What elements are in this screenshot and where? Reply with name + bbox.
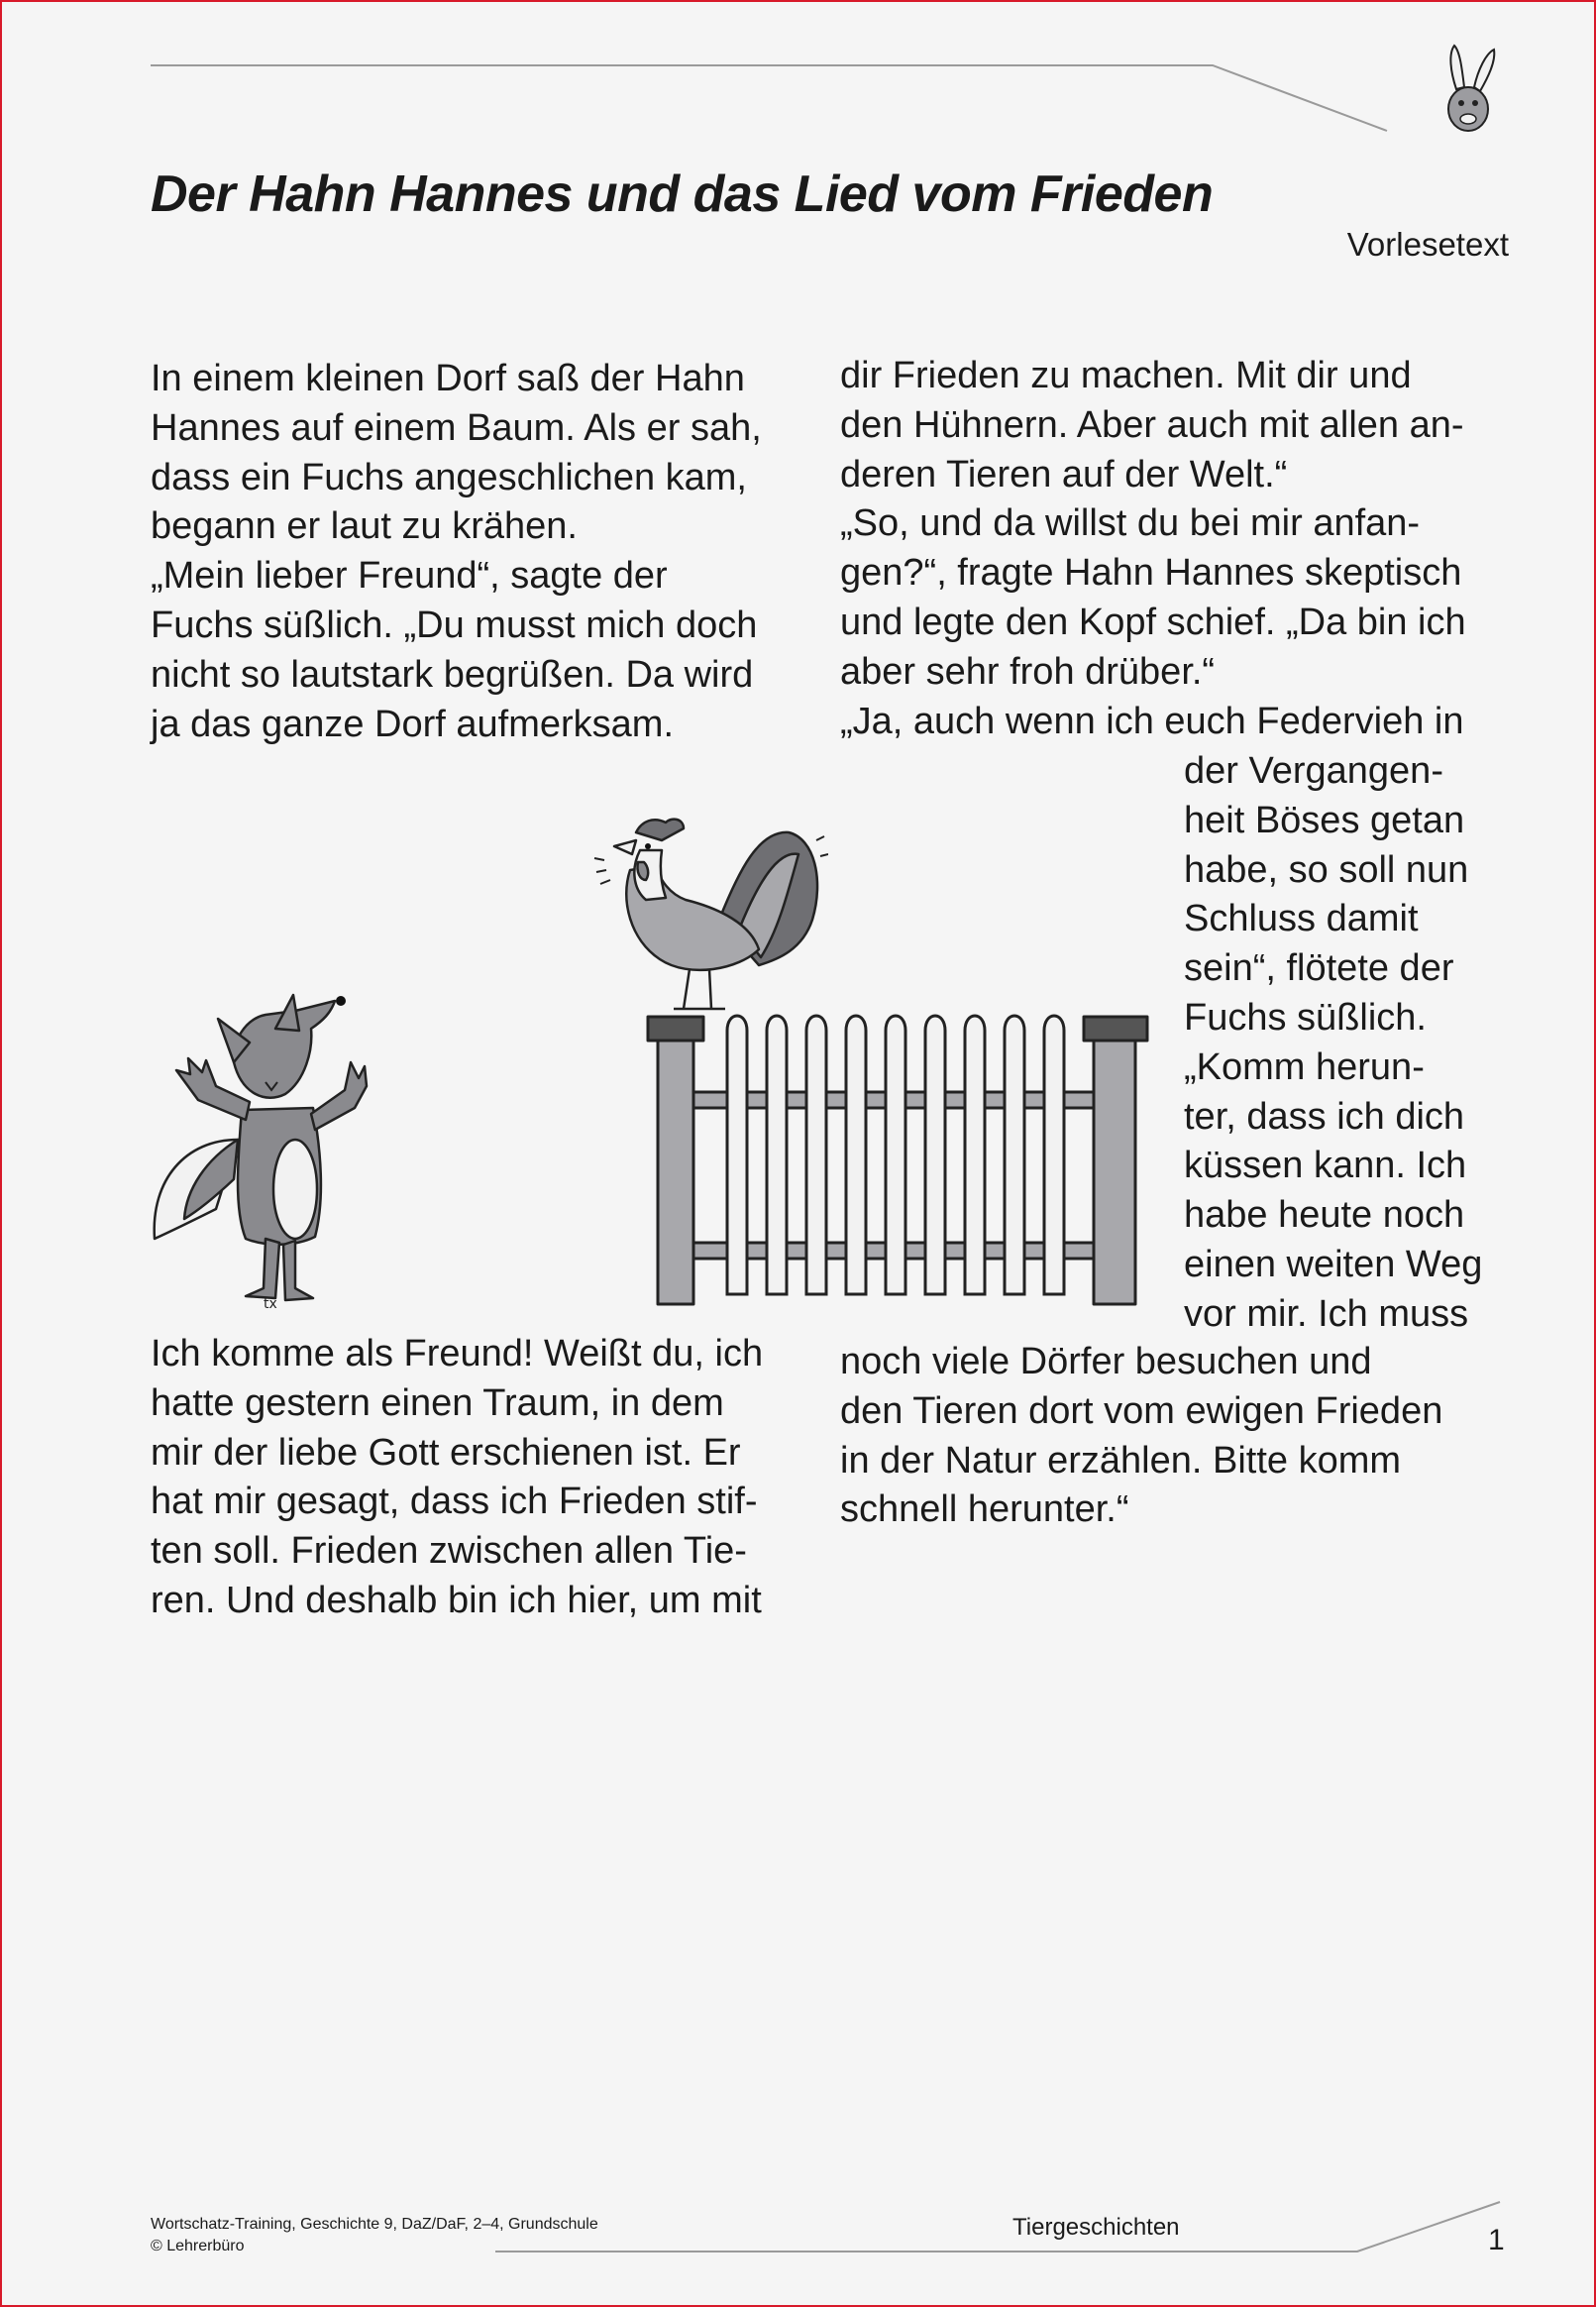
fence-illustration [644,1001,1159,1308]
footer-source-title: Wortschatz-Training, Geschichte 9, DaZ/DaF, 2–4, Grundschule [151,2216,598,2233]
story-paragraph-column1-top: In einem kleinen Dorf saß der Hahn Hannes auf einem Baum. Als er sah, dass ein Fuchs angeschlichen kam, begann er laut zu krähen. „Mein lieber Freund“, sagte der Fuchs süßlich. „Du musst mich doch nicht so lautstark begrüßen. Da wird ja das ganze Dorf aufmerksam. [151,358,762,745]
header-rule [151,59,1399,139]
story-paragraph-column1-bottom: Ich komme als Freund! Weißt du, ich hatte gestern einen Traum, in dem mir der liebe Gott erschienen ist. Er hat mir gesagt, dass ich Frieden stif- ten soll. Frieden zwischen allen Tie- ren. Und deshalb bin ich hier, um mit [151,1333,764,1621]
page-title: Der Hahn Hannes und das Lied vom Frieden [151,165,1214,223]
fox-illustration [147,991,394,1318]
footer-rule [495,2198,1506,2257]
fence-pickets [727,1016,1064,1294]
footer-section-label: Tiergeschichten [1012,2214,1180,2241]
story-paragraph-column2-narrow: der Vergangen- heit Böses getan habe, so soll nun Schluss damit sein“, flötete der Fuchs süßlich. „Komm herun- ter, dass ich dich küssen kann. Ich habe heute noch einen weiten Weg vor mir. Ich muss [1184,750,1483,1335]
footer-copyright: © Lehrerbüro [151,2238,245,2254]
story-paragraph-column2-top: dir Frieden zu machen. Mit dir und den Hühnern. Aber auch mit allen an- deren Tieren auf der Welt.“ „So, und da willst du bei mir anfan- gen?“, fragte Hahn Hannes skeptisch und legte den Kopf schief. „Da bin ich aber sehr froh drüber.“ „Ja, auch wenn ich euch Federvieh in [840,355,1466,742]
footer-source [151,2214,598,2257]
text-type-label: Vorlesetext [1346,226,1509,263]
svg-text:tx: tx [264,1296,277,1312]
rooster-illustration [590,811,828,1019]
page-number: 1 [1488,2224,1505,2256]
story-paragraph-column2-bottom: noch viele Dörfer besuchen und den Tieren dort vom ewigen Frieden in der Natur erzählen. Bitte komm schnell herunter.“ [840,1341,1443,1531]
hare-head-icon [1435,42,1504,137]
